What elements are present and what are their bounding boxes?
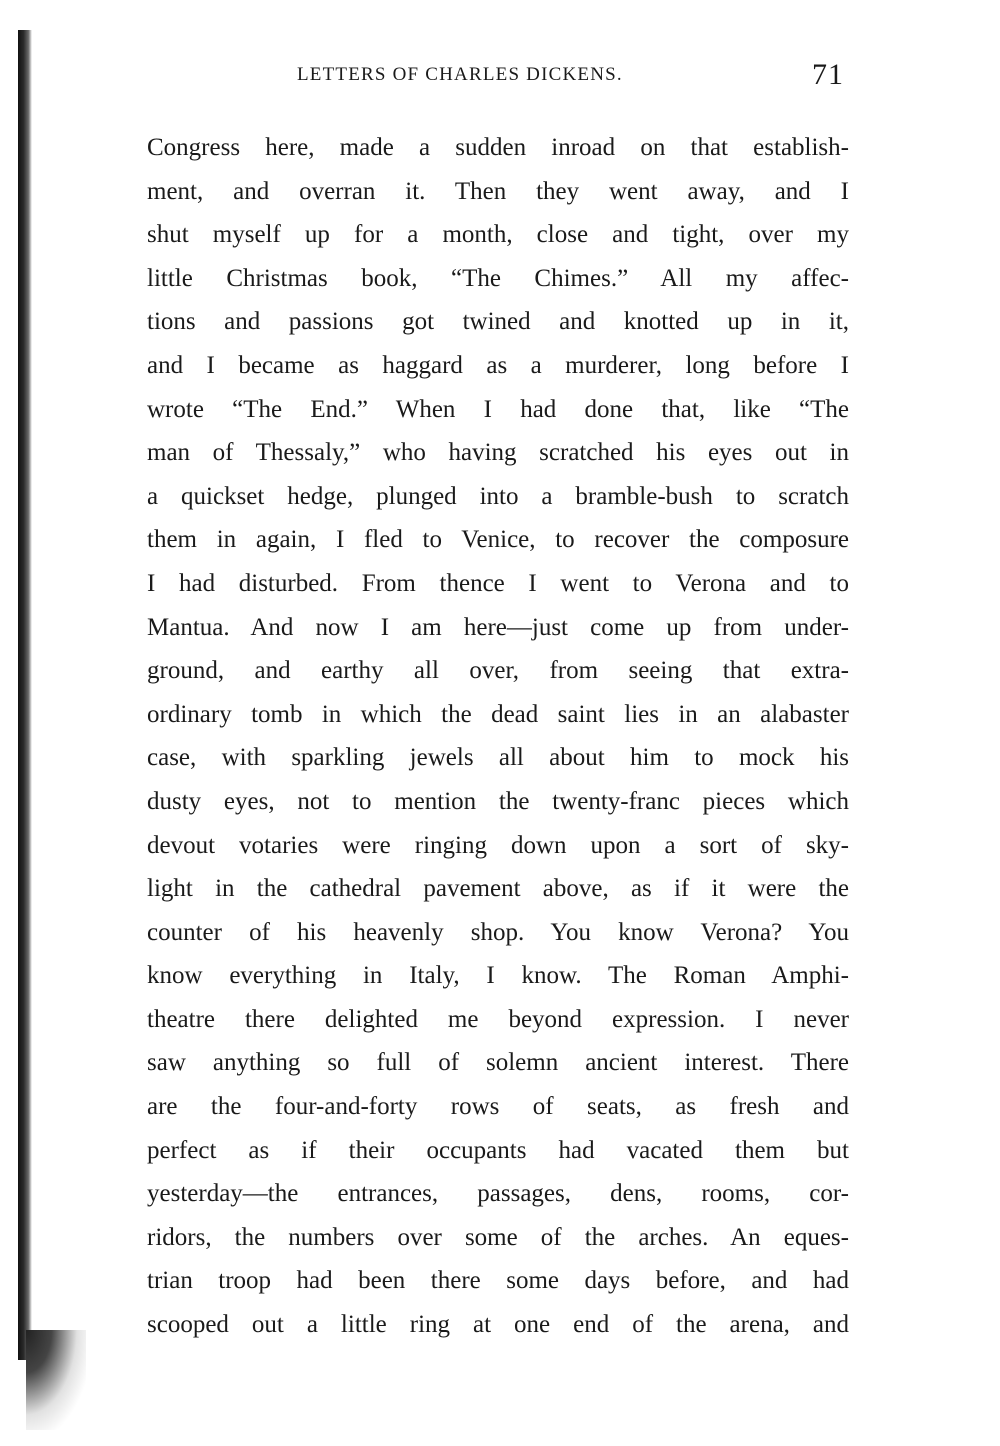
text-line: are the four-and-forty rows of seats, as fresh and [147,1093,849,1121]
text-line: little Christmas book, “The Chimes.” All my affec- [147,264,849,292]
text-line: man of Thessaly,” who having scratched his eyes out in [147,439,849,467]
text-line: them in again, I fled to Venice, to recover the composure [147,526,849,554]
text-line: dusty eyes, not to mention the twenty-franc pieces which [147,787,849,815]
text-line: scooped out a little ring at one end of the arena, and [147,1311,849,1339]
text-line: tions and passions got twined and knotted up in it, [147,308,849,336]
text-line: a quickset hedge, plunged into a bramble-bush to scratch [147,482,849,510]
body-text [147,126,849,1347]
text-line: devout votaries were ringing down upon a sort of sky- [147,831,849,859]
scan-edge-corner [26,1330,86,1430]
running-title: LETTERS OF CHARLES DICKENS. [297,64,623,85]
text-line: wrote “The End.” When I had done that, like “The [147,395,849,423]
text-line: ordinary tomb in which the dead saint lies in an alabaster [147,700,849,728]
text-line: Mantua. And now I am here—just come up from under- [147,613,849,641]
text-line: know everything in Italy, I know. The Roman Amphi- [147,962,849,990]
text-line: case, with sparkling jewels all about him to mock his [147,744,849,772]
text-line: I had disturbed. From thence I went to Verona and to [147,569,849,597]
text-line: saw anything so full of solemn ancient interest. There [147,1049,849,1077]
text-line: ment, and overran it. Then they went away, and I [147,177,849,205]
text-line: Congress here, made a sudden inroad on that establish- [147,134,849,161]
text-line: theatre there delighted me beyond expression. I never [147,1005,849,1033]
text-line: and I became as haggard as a murderer, long before I [147,351,849,379]
text-line: ridors, the numbers over some of the arches. An eques- [147,1223,849,1251]
text-line: perfect as if their occupants had vacated them but [147,1136,849,1164]
page-number: 71 [812,58,844,91]
text-line: ground, and earthy all over, from seeing that extra- [147,657,849,685]
text-line: trian troop had been there some days before, and had [147,1267,849,1295]
text-line: yesterday—the entrances, passages, dens, rooms, cor- [147,1180,849,1208]
text-line: counter of his heavenly shop. You know Verona? You [147,918,849,946]
text-line: shut myself up for a month, close and tight, over my [147,221,849,249]
text-line: light in the cathedral pavement above, as if it were the [147,875,849,903]
scan-edge-shadow [18,30,32,1360]
